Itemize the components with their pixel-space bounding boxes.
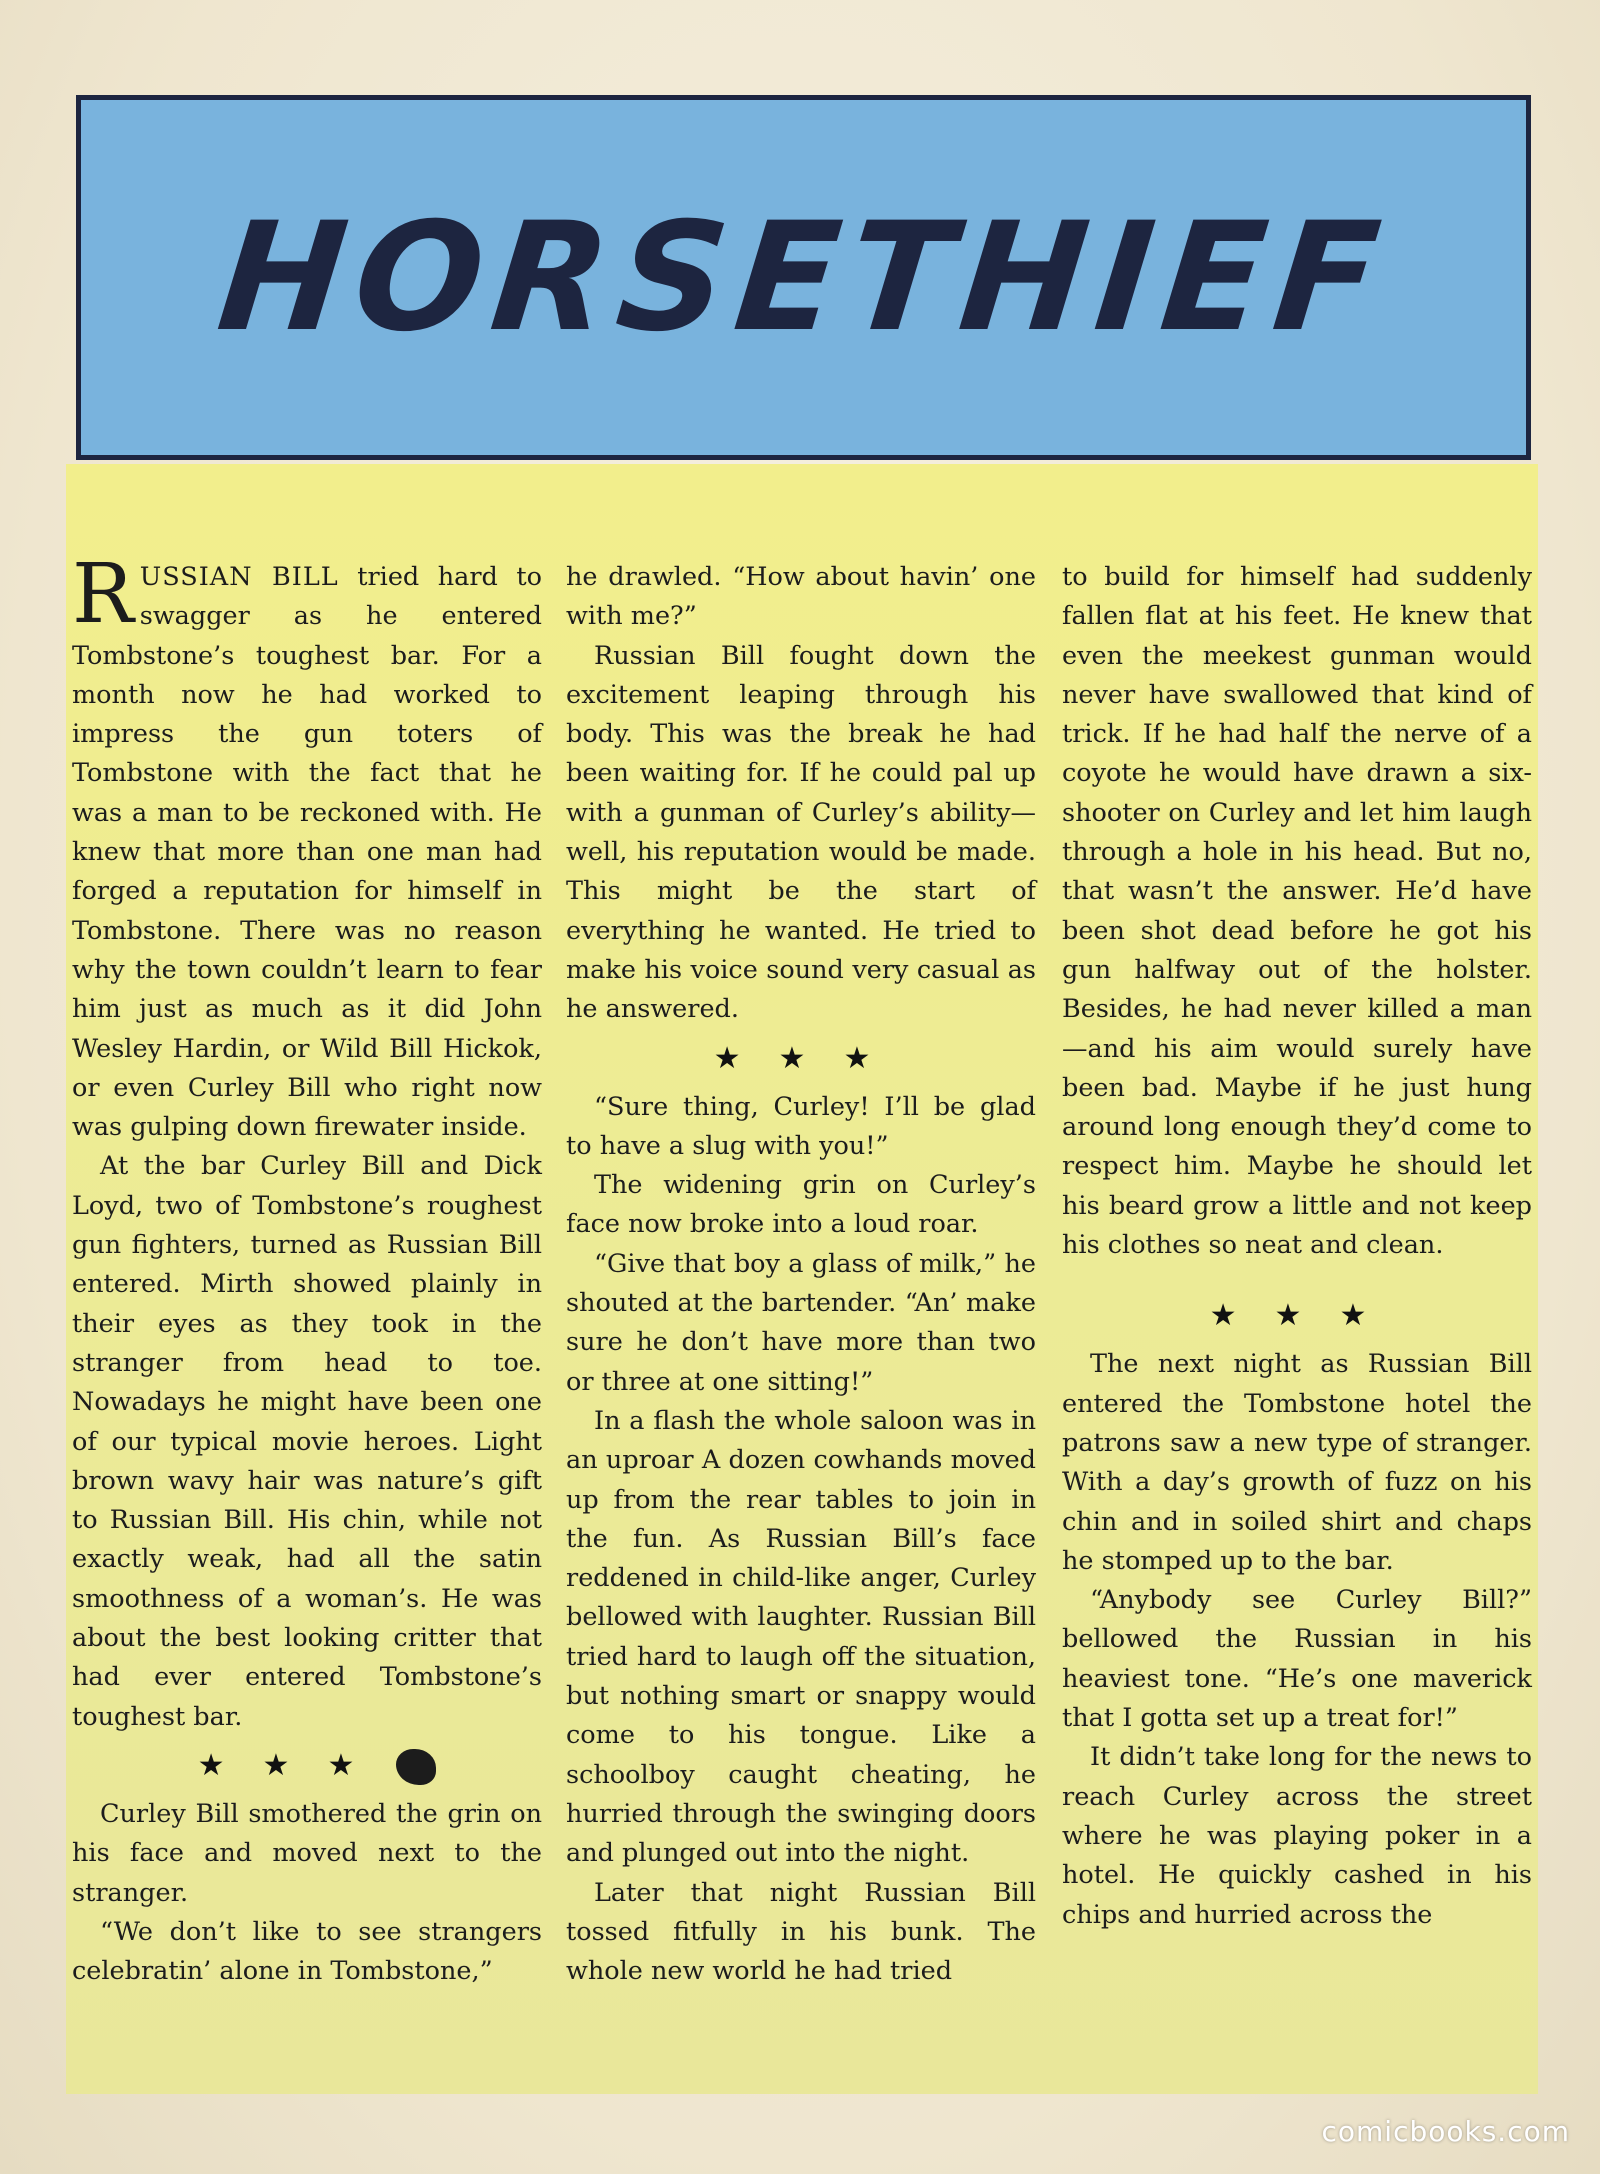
text-column-3 [1062, 558, 1532, 2078]
paragraph: Curley Bill smothered the grin on his face and moved next to the stranger. [72, 1798, 542, 1908]
drop-cap: R [72, 547, 134, 642]
paragraph: he drawled. “How about havin’ one with me?” [566, 562, 1036, 632]
opening-caps: USSIAN BILL [139, 562, 339, 592]
paragraph: It didn’t take long for the news to reach Curley across the street where he was playing poker in a hotel. He quickly cashed in his chips and hurried across the [1062, 1742, 1532, 1930]
paragraph: In a flash the whole saloon was in an uproar A dozen cowhands moved up from the rear tables to join in the fun. As Russian Bill’s face reddened in child-like anger, Curley bellowed with laughter. Russian Bill tried hard to laugh off the situation, but nothing smart or snappy would come to his tongue. Like a schoolboy caught cheating, he hurried through the swinging doors and plunged out into the night. [566, 1405, 1036, 1869]
watermark: comicbooks.com [1321, 2115, 1570, 2148]
paragraph: The next night as Russian Bill entered the Tombstone hotel the patrons saw a new type of stranger. With a day’s growth of fuzz on his chin and in soiled shirt and chaps he stomped up to the bar. [1062, 1349, 1532, 1576]
section-break-stars: ★★★ [713, 1040, 909, 1076]
paragraph: “Anybody see Curley Bill?” bellowed the Russian in his heaviest tone. “He’s one maverick that I gotta set up a treat for!” [1062, 1585, 1532, 1734]
section-break-stars: ★★★ [72, 1737, 542, 1795]
paragraph: At the bar Curley Bill and Dick Loyd, two of Tombstone’s roughest gun fighters, turned as Russian Bill entered. Mirth showed plainly in their eyes as they took in the stranger from head to toe. Nowadays he might have been one of our typical movie heroes. Light brown wavy hair was nature’s gift to Russian Bill. His chin, while not exactly weak, had all the satin smoothness of a woman’s. He was about the best looking critter that had ever entered Tombstone’s toughest bar. [72, 1151, 542, 1732]
paragraph: “Sure thing, Curley! I’ll be glad to have a slug with you!” [566, 1091, 1036, 1161]
ink-blot-icon [396, 1749, 436, 1785]
paragraph: Later that night Russian Bill tossed fitfully in his bunk. The whole new world he had tried [566, 1877, 1036, 1987]
paragraph: “We don’t like to see strangers celebratin’ alone in Tombstone,” [72, 1916, 542, 1987]
text-column-1 [72, 547, 542, 2078]
story-panel [66, 464, 1538, 2094]
paragraph [72, 547, 542, 1147]
paragraph: Russian Bill fought down the excitement leaping through his body. This was the break he had been waiting for. If he could pal up with a gunman of Curley’s ability—well, his reputation would be made. This might be the start of everything he wanted. He tried to make his voice sound very casual as he answered. [566, 640, 1036, 1025]
paragraph: The widening grin on Curley’s face now broke into a loud roar. [566, 1170, 1036, 1240]
paragraph: to build for himself had suddenly fallen flat at his feet. He knew that even the meekest gunman would never have swallowed that kind of trick. If he had half the nerve of a coyote he would have drawn a six-shooter on Curley and let him laugh through a hole in his head. But no, that wasn’t the answer. He’d have been shot dead before he got his gun halfway out of the holster. Besides, he had never killed a man—and his aim would surely have been bad. Maybe if he just hung around long enough they’d come to respect him. Maybe he should let his beard grow a little and not keep his clothes so neat and clean. [1062, 562, 1532, 1261]
paragraph: “Give that boy a glass of milk,” he shouted at the bartender. “An’ make sure he don’t have more than two or three at one sitting!” [566, 1248, 1036, 1397]
story-title: HORSETHIEF [210, 190, 1397, 365]
text-column-2 [566, 558, 1036, 2078]
paragraph-text: tried hard to swagger as he entered Tombstone’s toughest bar. For a month now he had worked to impress the gun toters of Tombstone with the fact that he was a man to be reckoned with. He knew that more than one man had forged a reputation for himself in Tombstone. There was no reason why the town couldn’t learn to fear him just as much as it did John Wesley Hardin, or Wild Bill Hickok, or even Curley Bill who right now was gulping down firewater inside. [72, 562, 542, 1143]
section-break-stars: ★★★ [1209, 1298, 1405, 1334]
title-banner [76, 95, 1531, 460]
